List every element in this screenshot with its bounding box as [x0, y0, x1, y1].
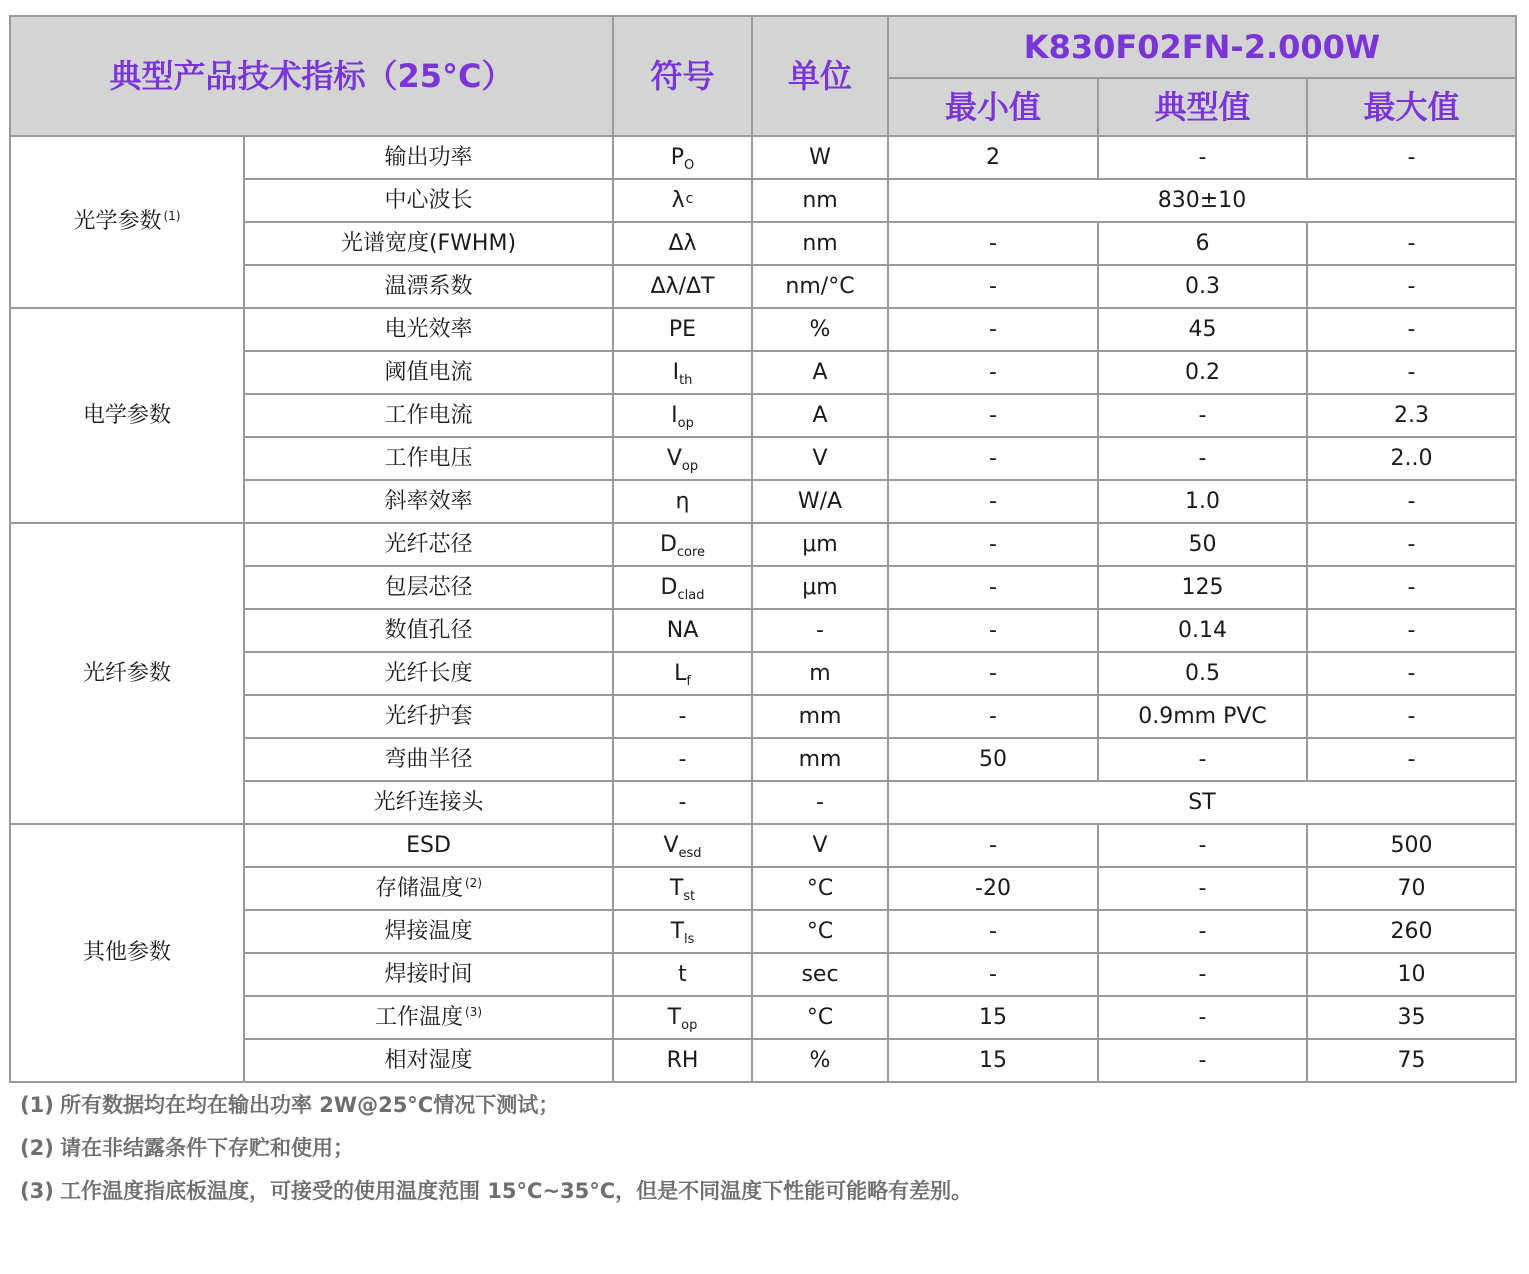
- param-cell: [244, 867, 613, 910]
- min-cell: -: [888, 265, 1098, 308]
- symbol-main: I: [672, 359, 680, 385]
- unit-cell: mm: [752, 695, 888, 738]
- symbol-cell: [613, 867, 752, 910]
- footnote-text: 工作温度指底板温度，可接受的使用温度范围 15°C~35°C，但是不同温度下性能可能略有差别。: [60, 1179, 973, 1203]
- param-cell: [244, 351, 613, 394]
- symbol-main: -: [678, 746, 687, 772]
- max-cell: 35: [1307, 996, 1516, 1039]
- table-header: [10, 16, 1516, 136]
- group-note: (1): [163, 209, 181, 223]
- unit-cell: °C: [752, 910, 888, 953]
- min-cell: -: [888, 394, 1098, 437]
- param-cell: [244, 566, 613, 609]
- symbol-cell: [613, 394, 752, 437]
- max-cell: -: [1307, 609, 1516, 652]
- param-label: 焊接温度: [384, 918, 473, 944]
- max-cell: -: [1307, 480, 1516, 523]
- table-row: [10, 523, 1516, 566]
- param-label: ESD: [406, 832, 451, 858]
- symbol-subscript: f: [686, 673, 691, 689]
- min-cell: -: [888, 566, 1098, 609]
- min-cell: -: [888, 910, 1098, 953]
- unit-cell: -: [752, 609, 888, 652]
- typ-cell: 0.14: [1098, 609, 1307, 652]
- symbol-subscript: op: [681, 1017, 698, 1033]
- symbol-subscript: ls: [684, 931, 695, 947]
- unit-cell: V: [752, 437, 888, 480]
- group-cell: [10, 308, 244, 523]
- group-label: 其他参数: [82, 940, 171, 965]
- param-label: 温漂系数: [384, 273, 473, 299]
- param-label: 光纤连接头: [373, 789, 484, 815]
- param-label: 中心波长: [384, 187, 473, 213]
- symbol-main: -: [678, 789, 687, 815]
- symbol-subscript: st: [683, 888, 696, 904]
- max-cell: -: [1307, 308, 1516, 351]
- unit-cell: V: [752, 824, 888, 867]
- unit-cell: %: [752, 1039, 888, 1082]
- param-cell: [244, 308, 613, 351]
- param-label: 焊接时间: [384, 961, 473, 987]
- unit-cell: nm/°C: [752, 265, 888, 308]
- min-cell: -: [888, 695, 1098, 738]
- symbol-main: -: [678, 703, 687, 729]
- param-label: 斜率效率: [384, 488, 473, 514]
- min-cell: -: [888, 351, 1098, 394]
- footnote-number: (2): [20, 1136, 54, 1160]
- param-cell: [244, 179, 613, 222]
- param-cell: [244, 910, 613, 953]
- max-cell: -: [1307, 351, 1516, 394]
- max-cell: -: [1307, 695, 1516, 738]
- param-label: 电光效率: [384, 316, 473, 342]
- param-cell: [244, 437, 613, 480]
- typ-cell: -: [1098, 824, 1307, 867]
- symbol-main: D: [660, 574, 678, 600]
- typ-cell: 0.3: [1098, 265, 1307, 308]
- symbol-cell: [613, 308, 752, 351]
- typ-cell: -: [1098, 1039, 1307, 1082]
- unit-cell: W/A: [752, 480, 888, 523]
- param-cell: [244, 480, 613, 523]
- typ-cell: 0.2: [1098, 351, 1307, 394]
- param-cell: [244, 394, 613, 437]
- group-label: 光纤参数: [82, 660, 171, 686]
- max-cell: 75: [1307, 1039, 1516, 1082]
- table-row: [10, 308, 1516, 351]
- header-model: K830F02FN-2.000W: [888, 16, 1516, 78]
- symbol-main: L: [674, 660, 687, 686]
- unit-cell: nm: [752, 222, 888, 265]
- symbol-main: T: [669, 875, 684, 901]
- typ-cell: -: [1098, 394, 1307, 437]
- max-cell: -: [1307, 652, 1516, 695]
- param-cell: [244, 609, 613, 652]
- param-label: 光纤长度: [384, 660, 473, 686]
- unit-cell: m: [752, 652, 888, 695]
- param-label: 阈值电流: [384, 359, 473, 385]
- param-cell: [244, 652, 613, 695]
- symbol-subscript: op: [677, 415, 694, 431]
- max-cell: -: [1307, 265, 1516, 308]
- symbol-cell: [613, 179, 752, 222]
- param-note: (3): [465, 1004, 482, 1019]
- symbol-main: T: [670, 918, 685, 944]
- symbol-main: RH: [666, 1047, 699, 1073]
- typ-cell: 125: [1098, 566, 1307, 609]
- typ-cell: -: [1098, 996, 1307, 1039]
- min-cell: -: [888, 308, 1098, 351]
- min-cell: -: [888, 609, 1098, 652]
- symbol-main: λ: [671, 187, 685, 213]
- param-cell: [244, 136, 613, 179]
- param-cell: [244, 738, 613, 781]
- footnote-item: [20, 1176, 972, 1219]
- max-cell: 2.3: [1307, 394, 1516, 437]
- header-title: 典型产品技术指标（25°C）: [10, 16, 613, 136]
- param-label: 光纤芯径: [384, 531, 473, 557]
- typ-cell: 45: [1098, 308, 1307, 351]
- param-label: 输出功率: [384, 144, 473, 170]
- param-cell: [244, 265, 613, 308]
- symbol-cell: [613, 523, 752, 566]
- symbol-cell: [613, 695, 752, 738]
- max-cell: 10: [1307, 953, 1516, 996]
- param-label: 工作电流: [384, 402, 473, 428]
- param-cell: [244, 996, 613, 1039]
- param-cell: [244, 695, 613, 738]
- param-label: 光谱宽度(FWHM): [340, 230, 517, 256]
- min-cell: -: [888, 222, 1098, 265]
- typ-cell: -: [1098, 867, 1307, 910]
- table-row: [10, 824, 1516, 867]
- header-min: 最小值: [888, 78, 1098, 136]
- typ-cell: 1.0: [1098, 480, 1307, 523]
- symbol-main: η: [675, 488, 690, 514]
- symbol-main: D: [659, 531, 677, 557]
- unit-cell: %: [752, 308, 888, 351]
- typ-cell: -: [1098, 910, 1307, 953]
- max-cell: -: [1307, 738, 1516, 781]
- typ-cell: -: [1098, 738, 1307, 781]
- param-label: 工作温度: [374, 1004, 463, 1030]
- min-cell: -: [888, 437, 1098, 480]
- unit-cell: sec: [752, 953, 888, 996]
- param-label: 存储温度: [374, 875, 463, 901]
- unit-cell: mm: [752, 738, 888, 781]
- param-label: 弯曲半径: [384, 746, 473, 772]
- symbol-main: PE: [668, 316, 697, 342]
- typ-cell: -: [1098, 136, 1307, 179]
- min-cell: 15: [888, 996, 1098, 1039]
- footnote-number: (1): [20, 1093, 54, 1117]
- param-cell: [244, 824, 613, 867]
- unit-cell: °C: [752, 867, 888, 910]
- symbol-cell: [613, 480, 752, 523]
- symbol-subscript: esd: [678, 845, 702, 861]
- symbol-cell: [613, 781, 752, 824]
- unit-cell: A: [752, 394, 888, 437]
- unit-cell: -: [752, 781, 888, 824]
- table-body: [10, 136, 1516, 1082]
- min-cell: 15: [888, 1039, 1098, 1082]
- footnote-text: 所有数据均在均在输出功率 2W@25°C情况下测试；: [60, 1093, 560, 1117]
- table-row: [10, 136, 1516, 179]
- typ-cell: 0.9mm PVC: [1098, 695, 1307, 738]
- header-symbol: 符号: [613, 16, 752, 136]
- max-cell: 500: [1307, 824, 1516, 867]
- symbol-subscript: c: [685, 190, 694, 207]
- typ-cell: -: [1098, 437, 1307, 480]
- symbol-cell: [613, 222, 752, 265]
- symbol-main: Δλ/ΔT: [650, 273, 715, 299]
- symbol-main: V: [666, 445, 682, 471]
- symbol-cell: [613, 953, 752, 996]
- min-cell: -20: [888, 867, 1098, 910]
- min-cell: -: [888, 652, 1098, 695]
- param-label: 相对湿度: [384, 1047, 473, 1073]
- symbol-cell: [613, 351, 752, 394]
- typ-cell: 6: [1098, 222, 1307, 265]
- symbol-main: t: [678, 961, 687, 987]
- symbol-main: V: [663, 832, 679, 858]
- symbol-cell: [613, 738, 752, 781]
- max-cell: 260: [1307, 910, 1516, 953]
- symbol-cell: [613, 652, 752, 695]
- unit-cell: nm: [752, 179, 888, 222]
- symbol-cell: [613, 437, 752, 480]
- header-max: 最大值: [1307, 78, 1516, 136]
- symbol-cell: [613, 609, 752, 652]
- param-label: 工作电压: [384, 445, 473, 471]
- value-span-cell: 830±10: [888, 179, 1516, 222]
- unit-cell: °C: [752, 996, 888, 1039]
- symbol-main: I: [671, 402, 678, 428]
- max-cell: -: [1307, 523, 1516, 566]
- min-cell: -: [888, 824, 1098, 867]
- unit-cell: μm: [752, 566, 888, 609]
- typ-cell: 0.5: [1098, 652, 1307, 695]
- min-cell: 50: [888, 738, 1098, 781]
- symbol-subscript: op: [681, 458, 699, 474]
- footnote-number: (3): [20, 1179, 54, 1203]
- symbol-cell: [613, 996, 752, 1039]
- param-label: 光纤护套: [384, 703, 473, 729]
- group-cell: [10, 523, 244, 824]
- param-note: (2): [465, 875, 482, 890]
- min-cell: -: [888, 523, 1098, 566]
- symbol-main: NA: [666, 617, 699, 643]
- value-span-cell: ST: [888, 781, 1516, 824]
- symbol-subscript: O: [684, 157, 695, 173]
- min-cell: -: [888, 480, 1098, 523]
- typ-cell: 50: [1098, 523, 1307, 566]
- symbol-cell: [613, 824, 752, 867]
- footnote-text: 请在非结露条件下存贮和使用；: [60, 1136, 354, 1160]
- footnotes: [20, 1090, 972, 1219]
- unit-cell: A: [752, 351, 888, 394]
- unit-cell: μm: [752, 523, 888, 566]
- max-cell: 2..0: [1307, 437, 1516, 480]
- symbol-main: Δλ: [668, 230, 697, 256]
- symbol-main: P: [670, 144, 685, 170]
- symbol-main: T: [667, 1004, 682, 1030]
- symbol-cell: [613, 265, 752, 308]
- param-label: 数值孔径: [384, 617, 473, 643]
- param-label: 包层芯径: [384, 574, 473, 600]
- footnote-item: [20, 1133, 972, 1176]
- param-cell: [244, 222, 613, 265]
- param-cell: [244, 953, 613, 996]
- max-cell: -: [1307, 566, 1516, 609]
- max-cell: -: [1307, 222, 1516, 265]
- param-cell: [244, 1039, 613, 1082]
- symbol-cell: [613, 566, 752, 609]
- symbol-subscript: th: [679, 372, 693, 388]
- group-label: 电学参数: [82, 402, 171, 428]
- header-unit: 单位: [752, 16, 888, 136]
- param-cell: [244, 523, 613, 566]
- symbol-subscript: core: [676, 544, 706, 560]
- param-cell: [244, 781, 613, 824]
- spec-table: [9, 15, 1517, 1083]
- symbol-cell: [613, 136, 752, 179]
- symbol-cell: [613, 1039, 752, 1082]
- symbol-subscript: clad: [677, 587, 705, 603]
- min-cell: -: [888, 953, 1098, 996]
- header-typ: 典型值: [1098, 78, 1307, 136]
- symbol-cell: [613, 910, 752, 953]
- min-cell: 2: [888, 136, 1098, 179]
- group-cell: [10, 136, 244, 308]
- max-cell: -: [1307, 136, 1516, 179]
- max-cell: 70: [1307, 867, 1516, 910]
- footnote-item: [20, 1090, 972, 1133]
- unit-cell: W: [752, 136, 888, 179]
- group-label: 光学参数: [73, 209, 162, 234]
- typ-cell: -: [1098, 953, 1307, 996]
- group-cell: [10, 824, 244, 1082]
